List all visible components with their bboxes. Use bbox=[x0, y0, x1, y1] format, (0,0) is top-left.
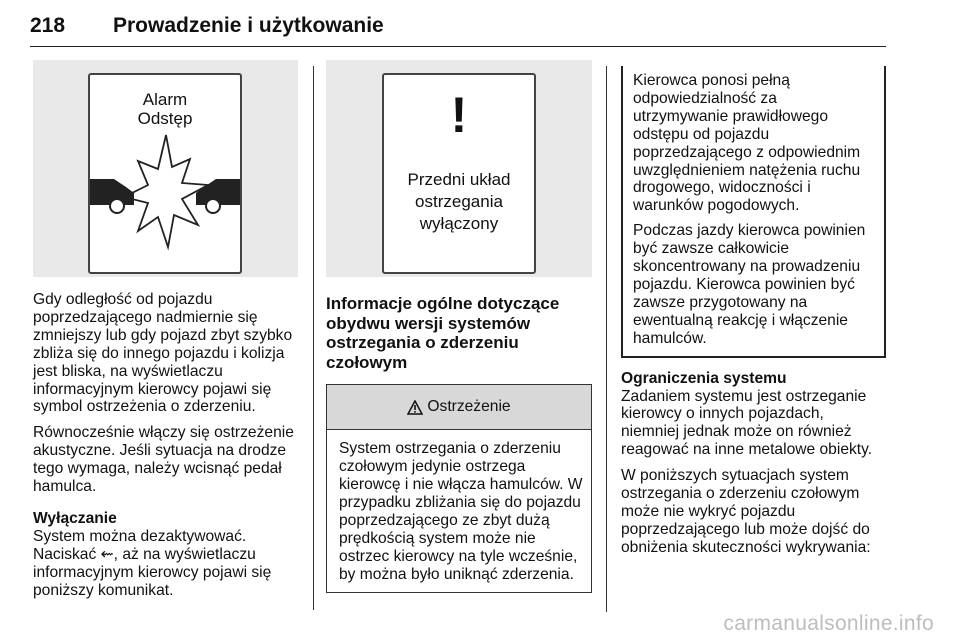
column-2 bbox=[326, 60, 592, 593]
paragraph-limitations: Zadaniem systemu jest ostrzeganie kierowcy o innych pojazdach, niemniej jednak może on również reagować na inne metalowe obiekty. bbox=[621, 387, 873, 459]
figure-distance-label: Odstęp bbox=[137, 109, 193, 128]
watermark-text: carmanualsonline.info bbox=[723, 612, 934, 635]
paragraph-acoustic: Równocześnie włączy się ostrzeżenie akustyczne. Jeśli sytuacja na drodze tego wymaga, należy wcisnąć pedał hamulca. bbox=[33, 424, 294, 496]
warning-box bbox=[326, 384, 592, 592]
warning-text: System ostrzegania o zderzeniu czołowym jedynie ostrzega kierowcę i nie włącza hamulców. W przypadku zbliżania się do pojazdu poprzedzającego ze zbyt dużą prędkością system może nie ostrzec kierowcy na tyle wcześnie, by można było uniknąć zderzenia. bbox=[339, 440, 583, 583]
page-title: Prowadzenie i użytkowanie bbox=[113, 14, 384, 37]
figure-line-2: ostrzegania bbox=[415, 192, 503, 211]
warning-header bbox=[327, 385, 591, 430]
heading-limitations: Ograniczenia systemu bbox=[621, 369, 787, 387]
column-divider-1 bbox=[313, 66, 314, 610]
figure-alarm-label: Alarm bbox=[142, 90, 188, 109]
column-1 bbox=[33, 60, 298, 608]
paragraph-situations: W poniższych sytuacjach system ostrzegania o zderzeniu czołowym może nie wykryć pojazdu poprzedzającego lub może dojść do obniżenia skuteczności wykrywania: bbox=[621, 467, 871, 556]
column-3 bbox=[621, 66, 886, 565]
heading-disable: Wyłączanie bbox=[33, 509, 117, 527]
collision-icon bbox=[90, 75, 240, 272]
warning-title: Ostrzeżenie bbox=[427, 398, 511, 416]
warning-triangle-icon bbox=[407, 400, 423, 415]
paragraph-distance: Gdy odległość od pojazdu poprzedzającego nadmiernie się zmniejszy lub gdy pojazd zbyt szybko zbliża się do innego pojazdu i kolizja jest bliska, na wyświetlaczu informacyjnym kierowcy pojawi się symbol ostrzeżenia o zderzeniu. bbox=[33, 291, 293, 416]
box-paragraph-responsibility: Kierowca ponosi pełną odpowiedzialność za utrzymywanie prawidłowego odstępu od pojazdu poprzedzającego z odpowiednim uwzględnieniem natężenia ruchu drogowego, widoczności i warunków pogodowych. bbox=[633, 72, 861, 215]
display-panel bbox=[88, 73, 242, 274]
explosion-star-icon bbox=[124, 135, 208, 247]
page-number: 218 bbox=[30, 14, 66, 37]
system-off-figure bbox=[326, 60, 592, 277]
paragraph-disable: System można dezaktywować. Naciskać ⇜, aż na wyświetlaczu informacyjnym kierowcy pojawi się poniższy komunikat. bbox=[33, 527, 272, 599]
column-divider-2 bbox=[606, 66, 607, 612]
figure-line-3: wyłączony bbox=[419, 214, 499, 233]
section-heading: Informacje ogólne dotyczące obydwu wersji systemów ostrzegania o zderzeniu czołowym bbox=[326, 294, 560, 372]
box-paragraph-attention: Podczas jazdy kierowca powinien być zawsze całkowicie skoncentrowany na prowadzeniu pojazdu. Kierowca powinien być zawsze przygotowany na ewentualną reakcję i włączenie hamulców. bbox=[633, 222, 866, 347]
exclamation-icon: ! bbox=[450, 87, 468, 143]
distance-alarm-figure bbox=[33, 60, 298, 277]
responsibility-box bbox=[621, 66, 886, 358]
figure-line-1: Przedni układ bbox=[407, 170, 511, 189]
page-header bbox=[30, 6, 886, 47]
display-panel bbox=[382, 73, 536, 274]
left-car-icon bbox=[90, 179, 134, 213]
